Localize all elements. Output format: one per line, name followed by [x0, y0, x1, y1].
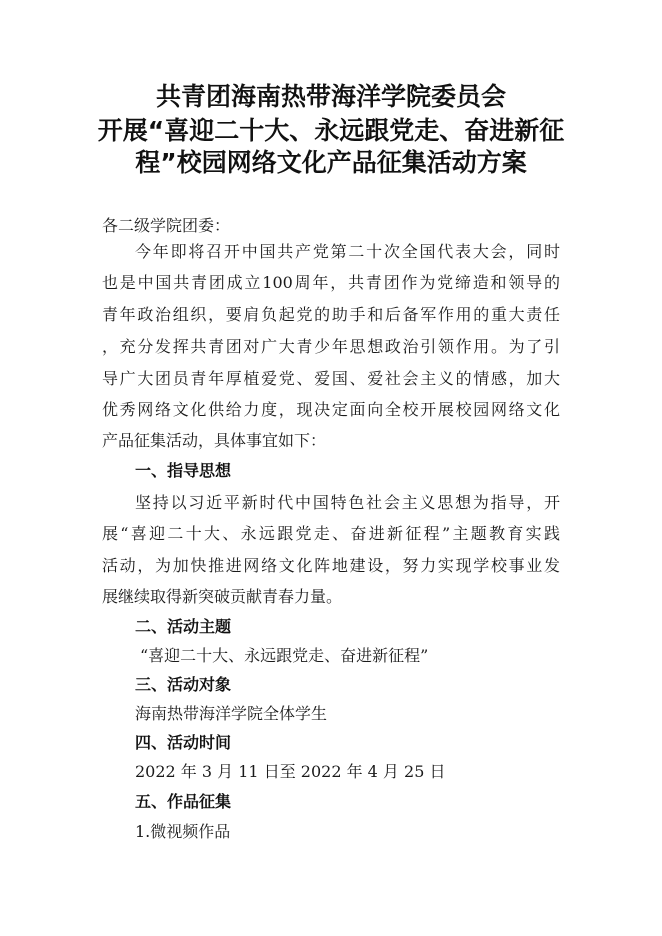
intro-line-7: 产品征集活动，具体事宜如下：: [102, 431, 327, 450]
intro-line-5: 导广大团员青年厚植爱党、爱国、爱社会主义的情感，加大: [102, 369, 560, 388]
section-heading-target: 三、活动对象: [135, 675, 232, 694]
guiding-line-1: 坚持以习近平新时代中国特色社会主义思想为指导，开: [135, 493, 560, 512]
intro-line-6: 优秀网络文化供给力度，现决定面向全校开展校园网络文化: [102, 400, 560, 419]
intro-line-4: ，充分发挥共青团对广大青少年思想政治引领作用。为了引: [102, 337, 560, 356]
section-heading-theme: 二、活动主题: [135, 617, 232, 636]
intro-line-3: 青年政治组织，要肩负起党的助手和后备军作用的重大责任: [102, 305, 560, 324]
works-item-1: 1.微视频作品: [135, 822, 231, 841]
guiding-line-4: 展继续取得新突破贡献青春力量。: [102, 587, 343, 606]
target-text: 海南热带海洋学院全体学生: [135, 704, 328, 723]
theme-text: “喜迎二十大、永远跟党走、奋进新征程”: [140, 646, 429, 665]
document-title-line-1: 共青团海南热带海洋学院委员会: [155, 82, 506, 111]
section-heading-works: 五、作品征集: [135, 792, 232, 811]
section-heading-guiding: 一、指导思想: [135, 461, 232, 480]
time-text: 2022 年 3 月 11 日至 2022 年 4 月 25 日: [135, 762, 446, 781]
document-title-line-2: 开展“喜迎二十大、永远跟党走、奋进新征: [97, 116, 565, 145]
salutation: 各二级学院团委：: [102, 216, 231, 235]
guiding-line-2: 展“喜迎二十大、永远跟党走、奋进新征程”主题教育实践: [102, 524, 560, 543]
guiding-line-3: 活动，为加快推进网络文化阵地建设，努力实现学校事业发: [102, 556, 560, 575]
intro-line-2: 也是中国共青团成立100周年，共青团作为党缔造和领导的: [102, 273, 560, 292]
intro-line-1: 今年即将召开中国共产党第二十次全国代表大会，同时: [135, 242, 560, 261]
section-heading-time: 四、活动时间: [135, 733, 232, 752]
document-title-line-3: 程”校园网络文化产品征集活动方案: [135, 148, 527, 177]
